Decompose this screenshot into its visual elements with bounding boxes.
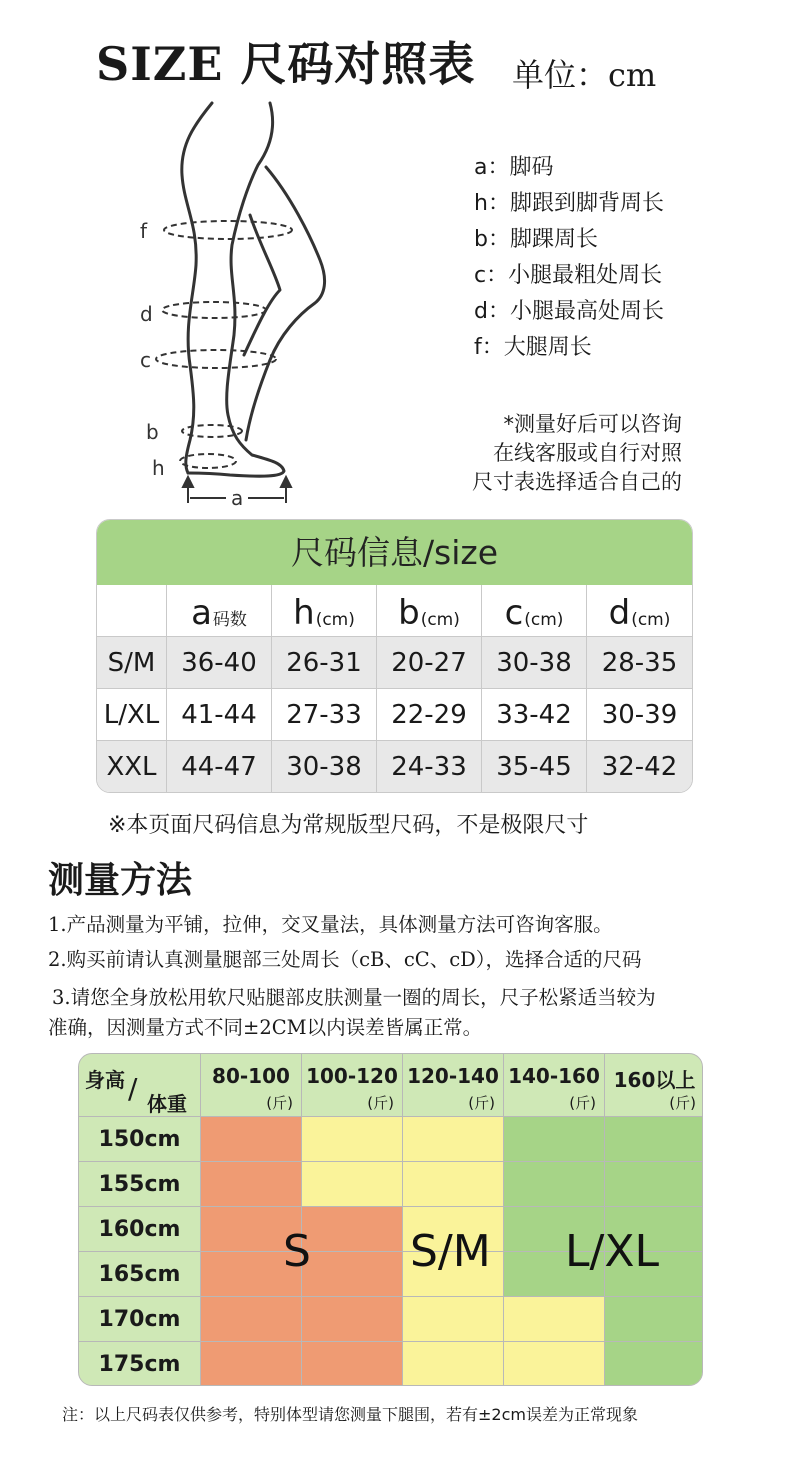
diagram-label-h: h [152,456,165,480]
table-cell: 20-27 [377,637,482,689]
height-weight-table [78,1053,703,1386]
unit-label: 单位：cm [512,56,657,94]
table-cell: 32-42 [587,741,692,793]
size-grid-cell [504,1342,605,1386]
size-label: L/XL [97,689,167,741]
diagram-label-c: c [140,348,151,372]
method-line-4: 准确，因测量方式不同±2CM以内误差皆属正常。 [48,1016,483,1039]
page-title: SIZE 尺码对照表 [96,37,476,91]
method-line-2: 2.购买前请认真测量腿部三处周长（cB、cC、cD），选择合适的尺码 [48,948,642,971]
diagram-label-a: a [231,486,244,510]
size-header-c: c (cm) [482,585,587,637]
table-cell: 30-38 [482,637,587,689]
size-grid-cell [201,1297,302,1342]
table-cell: 41-44 [167,689,272,741]
table-cell: 27-33 [272,689,377,741]
size-region-sm: S/M [410,1226,491,1277]
table-cell: 30-38 [272,741,377,793]
size-region-s: S [283,1226,311,1277]
diagram-label-f: f [140,219,148,243]
size-grid-cell [605,1162,703,1207]
size-grid-cell [302,1117,403,1162]
table-cell: 35-45 [482,741,587,793]
method-line-1: 1.产品测量为平铺，拉伸，交叉量法，具体测量方法可咨询客服。 [48,913,613,936]
size-grid-cell [504,1297,605,1342]
height-row-label: 155cm [79,1162,201,1207]
legend-item-c: c：小腿最粗处周长 [474,263,663,288]
size-grid-cell [302,1252,403,1297]
table-cell: 36-40 [167,637,272,689]
size-grid-cell [605,1117,703,1162]
size-grid-cell [504,1162,605,1207]
footer-note: 注：以上尺码表仅供参考，特别体型请您测量下腿围，若有±2cm误差为正常现象 [62,1405,638,1424]
weight-col-header: 80-100 (斤) [201,1054,302,1117]
legend-item-d: d：小腿最高处周长 [474,299,664,324]
weight-header: 体重 [147,1092,187,1116]
size-grid-cell [403,1297,504,1342]
measure-advice-line: *测量好后可以咨询 [503,412,682,436]
size-grid-cell [302,1207,403,1252]
legend-item-a: a：脚码 [474,155,554,180]
height-row-label: 150cm [79,1117,201,1162]
table-cell: 30-39 [587,689,692,741]
size-info-table [96,519,693,793]
height-header: 身高 [85,1068,125,1092]
size-grid-cell [201,1342,302,1386]
measure-advice [472,410,682,497]
height-row-label: 175cm [79,1342,201,1386]
size-grid-cell [201,1162,302,1207]
diagram-label-d: d [140,302,153,326]
size-header-d: d (cm) [587,585,692,637]
size-header-a: a 码数 [167,585,272,637]
weight-col-header: 100-120 (斤) [302,1054,403,1117]
table-cell: 26-31 [272,637,377,689]
legend-item-h: h：脚跟到脚背周长 [474,191,664,216]
size-grid-cell [605,1342,703,1386]
measure-advice-line: 尺寸表选择适合自己的 [472,470,682,494]
size-header-h: h (cm) [272,585,377,637]
legend-item-f: f：大腿周长 [474,335,592,360]
size-table-header-row [97,585,692,637]
leg-measurement-diagram [120,95,350,515]
table-cell: 44-47 [167,741,272,793]
size-grid-cell [403,1117,504,1162]
table-row [97,637,692,689]
size-table-note: ※本页面尺码信息为常规版型尺码，不是极限尺寸 [108,813,589,838]
size-label: S/M [97,637,167,689]
weight-col-header: 120-140 (斤) [403,1054,504,1117]
measurement-legend [474,150,734,366]
height-row-label: 160cm [79,1207,201,1252]
size-grid-cell [302,1342,403,1386]
size-header-empty [97,585,167,637]
weight-col-header: 140-160 (斤) [504,1054,605,1117]
size-grid-cell [403,1162,504,1207]
height-row-label: 165cm [79,1252,201,1297]
size-grid-cell [504,1117,605,1162]
size-grid-cell [605,1297,703,1342]
size-grid-cell [302,1162,403,1207]
size-region-lxl: L/XL [565,1226,659,1277]
size-header-b: b (cm) [377,585,482,637]
hw-corner-header [79,1054,201,1117]
table-cell: 28-35 [587,637,692,689]
size-table-title: 尺码信息/size [97,520,692,585]
height-row-label: 170cm [79,1297,201,1342]
size-grid-cell [403,1342,504,1386]
table-row [97,689,692,741]
legend-item-b: b：脚踝周长 [474,227,598,252]
table-row [97,741,692,793]
size-label: XXL [97,741,167,793]
table-cell: 33-42 [482,689,587,741]
table-cell: 24-33 [377,741,482,793]
table-cell: 22-29 [377,689,482,741]
method-line-3: 3.请您全身放松用软尺贴腿部皮肤测量一圈的周长，尺子松紧适当较为 [52,986,656,1009]
method-title: 测量方法 [48,859,193,901]
weight-col-header: 160以上 (斤) [605,1054,703,1117]
size-grid-cell [201,1117,302,1162]
measure-advice-line: 在线客服或自行对照 [493,441,682,465]
corner-slash: / [128,1072,138,1105]
size-grid-cell [302,1297,403,1342]
diagram-label-b: b [146,420,159,444]
